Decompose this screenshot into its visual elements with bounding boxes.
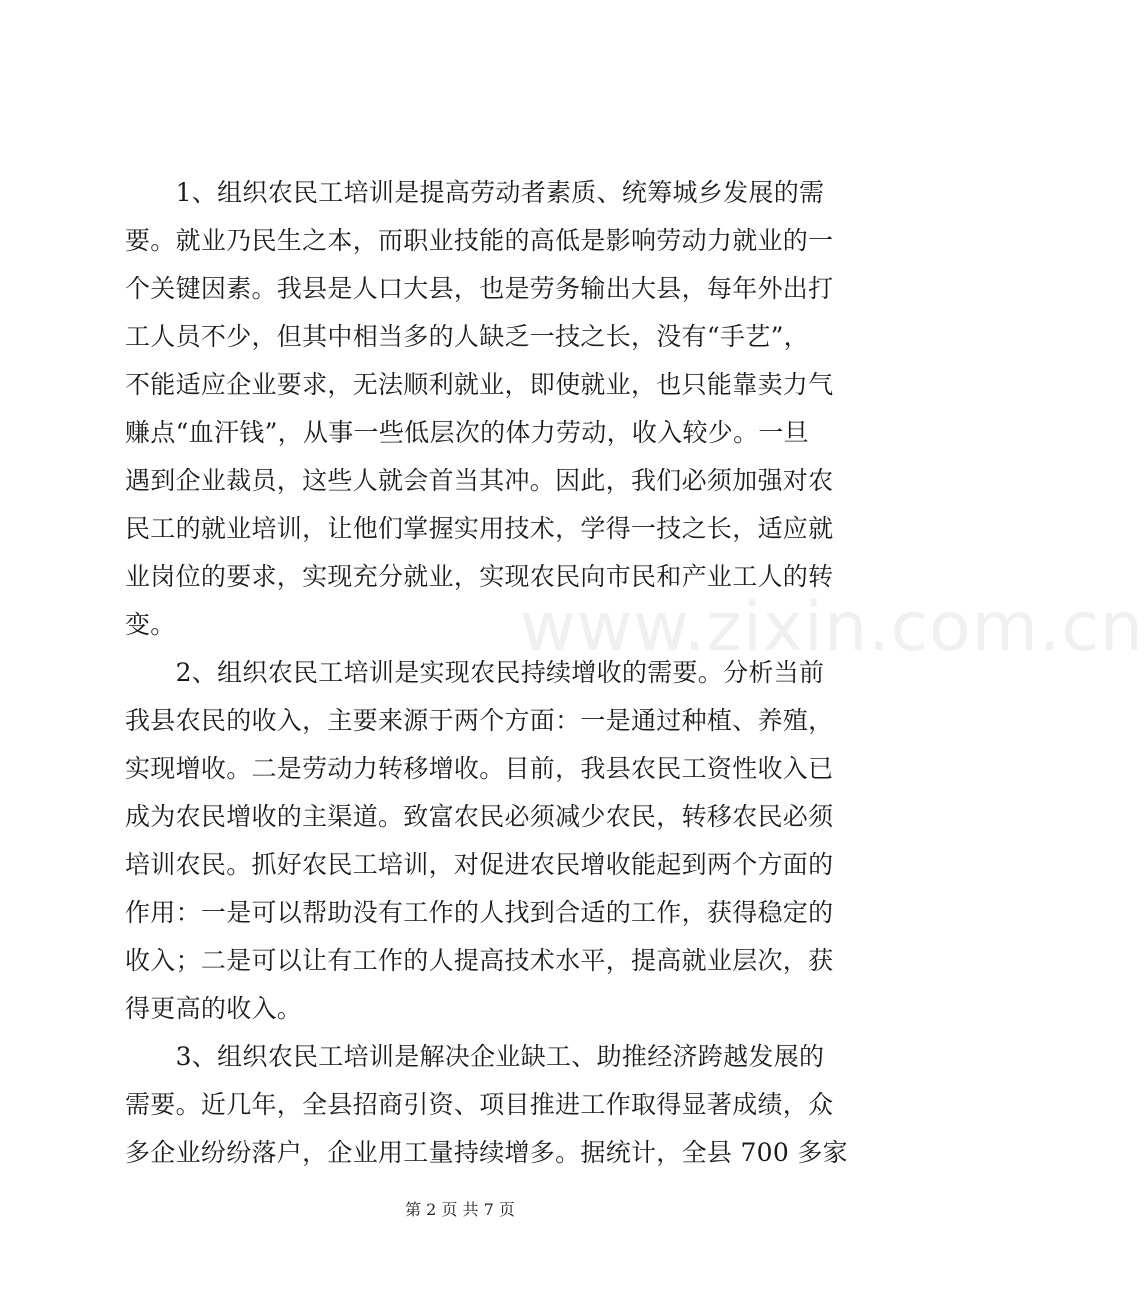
body-line: 得更高的收入。 xyxy=(125,994,303,1023)
body-line: 变。 xyxy=(125,610,176,639)
body-line: 工人员不少，但其中相当多的人缺乏一技之长，没有“手艺”， xyxy=(125,322,809,351)
body-line: 需要。近几年，全县招商引资、项目推进工作取得显著成绩，众 xyxy=(125,1090,834,1119)
body-line: 作用：一是可以帮助没有工作的人找到合适的工作，获得稳定的 xyxy=(125,898,834,927)
body-line: 实现增收。二是劳动力转移增收。目前，我县农民工资性收入已 xyxy=(125,754,834,783)
body-line: 2、组织农民工培训是实现农民持续增收的需要。分析当前 xyxy=(125,658,825,687)
body-line: 培训农民。抓好农民工培训，对促进农民增收能起到两个方面的 xyxy=(125,850,834,879)
body-line: 个关键因素。我县是人口大县，也是劳务输出大县，每年外出打 xyxy=(125,274,834,303)
body-line: 民工的就业培训，让他们掌握实用技术，学得一技之长，适应就 xyxy=(125,514,834,543)
body-line: 遇到企业裁员，这些人就会首当其冲。因此，我们必须加强对农 xyxy=(125,466,834,495)
body-line: 成为农民增收的主渠道。致富农民必须减少农民，转移农民必须 xyxy=(125,802,834,831)
watermark: www.zixin.com.cn xyxy=(520,588,1144,667)
body-line: 要。就业乃民生之本，而职业技能的高低是影响劳动力就业的一 xyxy=(125,226,834,255)
body-line: 3、组织农民工培训是解决企业缺工、助推经济跨越发展的 xyxy=(125,1042,825,1071)
body-line: 不能适应企业要求，无法顺利就业，即使就业，也只能靠卖力气 xyxy=(125,370,834,399)
body-line: 收入；二是可以让有工作的人提高技术水平，提高就业层次，获 xyxy=(125,946,834,975)
body-line: 1、组织农民工培训是提高劳动者素质、统筹城乡发展的需 xyxy=(125,178,825,207)
body-line: 我县农民的收入，主要来源于两个方面：一是通过种植、养殖， xyxy=(125,706,834,735)
body-line: 多企业纷纷落户，企业用工量持续增多。据统计，全县 700 多家 xyxy=(125,1138,848,1167)
body-line: 赚点“血汗钱”，从事一些低层次的体力劳动，收入较少。一旦 xyxy=(125,418,809,447)
page-footer: 第 2 页 共 7 页 xyxy=(405,1200,515,1219)
body-line: 业岗位的要求，实现充分就业，实现农民向市民和产业工人的转 xyxy=(125,562,834,591)
